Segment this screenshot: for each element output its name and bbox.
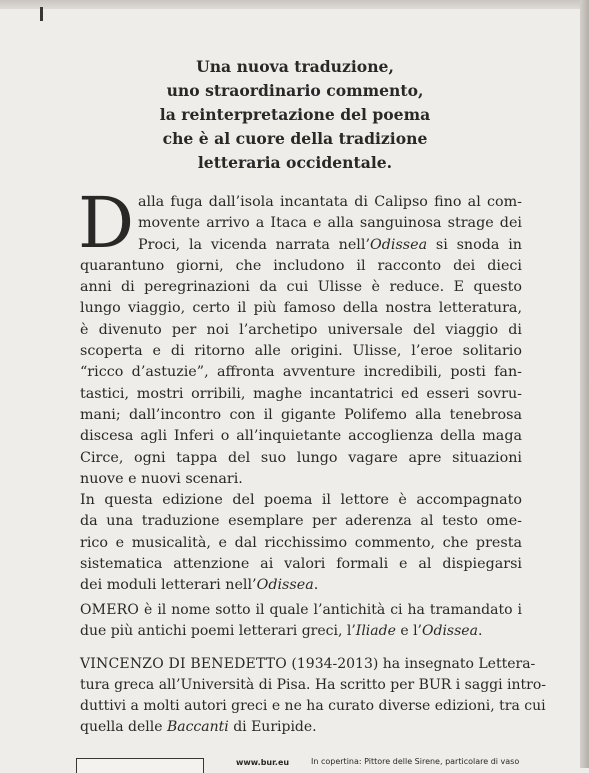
text-line: [80, 554, 522, 575]
text-line: [80, 426, 522, 447]
text-run: Circe, ogni tappa del suo lungo vagare apre situazioni: [80, 449, 522, 466]
text-run: quella delle: [80, 719, 167, 735]
barcode-box: [76, 758, 204, 773]
text-line: [80, 469, 522, 490]
translator-bio: [80, 654, 547, 738]
text-run: è divenuto per noi l’archetipo universale del viaggio di: [80, 321, 522, 338]
person-name: VINCENZO DI BENEDETTO: [80, 656, 287, 672]
text-run: (1934-2013) ha insegnato Lettera-: [286, 656, 536, 672]
text-line: [80, 490, 522, 511]
text-run: .: [477, 623, 483, 639]
title-italic: Odissea: [422, 623, 478, 639]
tagline: [150, 55, 440, 175]
text-line: [80, 298, 522, 319]
text-run: mani; dall’incontro con il gigante Polifemo alla tenebrosa: [80, 406, 522, 423]
text-line: [80, 213, 522, 234]
drop-cap: D: [78, 182, 135, 264]
crop-mark: [40, 7, 43, 21]
text-line: [80, 717, 522, 738]
text-run: tura greca all’Università di Pisa. Ha scritto per BUR i saggi intro-: [80, 677, 547, 693]
text-run: “ricco d’astuzie”, affronta avventure incredibili, posti fan-: [80, 364, 522, 381]
text-line: [80, 533, 522, 554]
text-line: [80, 448, 522, 469]
text-line: [80, 575, 522, 596]
text-line: [80, 256, 522, 277]
page-right-edge: [580, 0, 589, 768]
author-bio: [80, 600, 522, 642]
tagline-line: Una nuova traduzione,: [196, 57, 394, 76]
text-run: scoperta e di ritorno alle origini. Ulisse, l’eroe solitario: [80, 343, 522, 360]
title-italic: Odissea: [256, 577, 314, 594]
text-line: [80, 235, 522, 256]
text-run: lungo viaggio, certo il più famoso della nostra letteratura,: [80, 300, 522, 317]
text-run: due più antichi poemi letterari greci, l’: [80, 623, 356, 639]
text-run: è il nome sotto il quale l’antichità ci ha tramandato i: [139, 602, 522, 618]
text-run: discesa agli Inferi o all’inquietante accoglienza della maga: [80, 428, 522, 445]
cover-credit: In copertina: Pittore delle Sirene, particolare di vaso: [311, 757, 520, 766]
text-run: tastici, mostri orribili, maghe incantatrici ed esseri sovru-: [80, 385, 522, 402]
text-line: [80, 362, 522, 383]
text-line: [80, 511, 522, 532]
title-italic: Odissea: [370, 236, 428, 253]
text-run: duttivi a molti autori greci e ne ha curato diverse edizioni, tra cui: [80, 698, 546, 714]
text-line: [80, 277, 522, 298]
text-line: [80, 405, 522, 426]
text-line: [80, 621, 522, 642]
tagline-line: uno straordinario commento,: [166, 81, 424, 100]
text-run: nuove e nuovi scenari.: [80, 470, 243, 487]
text-line: [80, 320, 522, 341]
page-top-edge: [0, 0, 589, 9]
text-run: e l’: [395, 623, 423, 639]
text-run: sistematica attenzione ai valori formali e al dispiegarsi: [80, 556, 522, 573]
text-run: quarantuno giorni, che includono il racconto dei dieci: [80, 257, 522, 274]
text-run: movente arrivo a Itaca e alla sanguinosa strage dei: [138, 215, 522, 232]
text-run: dei moduli letterari nell’: [80, 577, 257, 594]
text-run: da una traduzione esemplare per aderenza al testo ome-: [80, 513, 522, 530]
text-line: [80, 654, 536, 675]
book-description: [78, 182, 522, 597]
title-italic: Iliade: [355, 623, 396, 639]
text-run: anni di peregrinazioni da cui Ulisse è reduce. E questo: [80, 279, 522, 296]
publisher-url: www.bur.eu: [236, 758, 290, 767]
text-run: rico e musicalità, e dal ricchissimo commento, che presta: [80, 534, 522, 551]
text-line: [80, 600, 522, 621]
text-run: di Euripide.: [228, 719, 317, 735]
text-run: .: [313, 577, 319, 594]
tagline-line: che è al cuore della tradizione: [162, 129, 428, 148]
text-line: [80, 341, 522, 362]
title-italic: Baccanti: [166, 719, 229, 735]
tagline-line: la reinterpretazione del poema: [159, 105, 431, 124]
person-name: OMERO: [80, 602, 140, 618]
text-line: [80, 192, 522, 213]
text-run: alla fuga dall’isola incantata di Calipso fino al com-: [138, 194, 522, 210]
text-line: [80, 696, 546, 717]
text-run: Proci, la vicenda narrata nell’: [138, 236, 370, 253]
text-run: si snoda in: [427, 236, 522, 253]
tagline-line: letteraria occidentale.: [197, 153, 393, 172]
text-line: [80, 675, 547, 696]
text-line: [80, 384, 522, 405]
text-run: In questa edizione del poema il lettore è accompagnato: [80, 492, 522, 509]
